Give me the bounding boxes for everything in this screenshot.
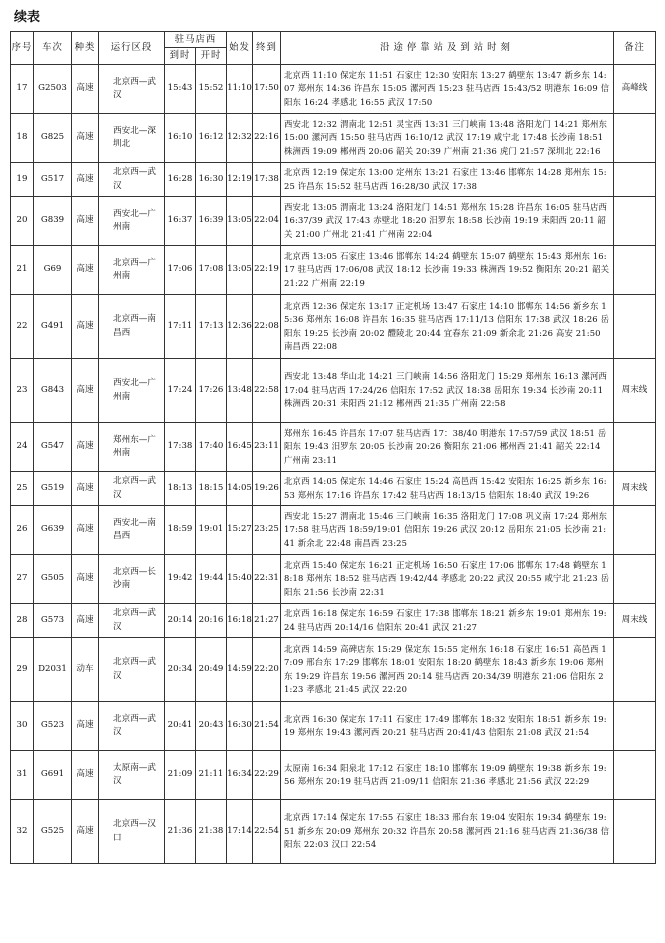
row-origin-depart: 13:05 [227, 197, 253, 246]
row-depart: 21:38 [196, 800, 227, 864]
row-depart: 21:11 [196, 751, 227, 800]
row-train: G547 [34, 423, 72, 472]
row-arrive: 20:41 [165, 702, 196, 751]
row-stops: 北京西 11:10 保定东 11:51 石家庄 12:30 安阳东 13:27 鹤壁东 13:47 新乡东 14:07 郑州东 14:36 许昌东 15:05 漯河西 15:23 驻马店西 15:43/52 明港东 16:09 信阳东 16:24 孝感北 16:55 武汉 17:50 [281, 65, 614, 114]
row-origin-depart: 15:40 [227, 555, 253, 604]
row-section: 西安北—深圳北 [99, 114, 165, 163]
header-origin-depart: 始发 [227, 32, 253, 65]
row-remark [614, 197, 656, 246]
table-row [11, 751, 656, 800]
row-origin-depart: 14:05 [227, 472, 253, 506]
row-remark [614, 638, 656, 702]
row-section: 西安北—广州南 [99, 359, 165, 423]
row-stops: 西安北 13:48 华山北 14:21 三门峡南 14:56 洛阳龙门 15:29 郑州东 16:13 漯河西 17:04 驻马店西 17:24/26 信阳东 17:52 武汉 18:38 岳阳东 19:34 长沙南 20:11 株洲西 20:31 耒阳西 21:12 郴州西 21:35 广州南 22:58 [281, 359, 614, 423]
row-no: 17 [11, 65, 34, 114]
row-terminal-arrive: 22:19 [253, 246, 281, 295]
row-section: 太原南—武汉 [99, 751, 165, 800]
row-remark [614, 702, 656, 751]
header-stops: 沿途停靠站及到站时刻 [281, 32, 614, 65]
row-no: 21 [11, 246, 34, 295]
row-stops: 太原南 16:34 阳泉北 17:12 石家庄 18:10 邯郸东 19:09 鹤壁东 19:38 新乡东 19:56 郑州东 20:19 驻马店西 21:09/11 信阳东 21:36 孝感北 21:56 武汉 22:29 [281, 751, 614, 800]
table-row [11, 163, 656, 197]
row-origin-depart: 12:36 [227, 295, 253, 359]
row-depart: 16:12 [196, 114, 227, 163]
header-train: 车次 [34, 32, 72, 65]
row-section: 郑州东—广州南 [99, 423, 165, 472]
row-no: 24 [11, 423, 34, 472]
row-origin-depart: 13:48 [227, 359, 253, 423]
row-depart: 20:16 [196, 604, 227, 638]
row-arrive: 16:37 [165, 197, 196, 246]
row-terminal-arrive: 22:54 [253, 800, 281, 864]
row-remark [614, 114, 656, 163]
row-arrive: 21:36 [165, 800, 196, 864]
row-origin-depart: 16:45 [227, 423, 253, 472]
row-no: 18 [11, 114, 34, 163]
row-origin-depart: 14:59 [227, 638, 253, 702]
row-remark: 周末线 [614, 472, 656, 506]
row-terminal-arrive: 19:26 [253, 472, 281, 506]
row-depart: 18:15 [196, 472, 227, 506]
row-remark [614, 751, 656, 800]
row-terminal-arrive: 17:38 [253, 163, 281, 197]
row-train: G839 [34, 197, 72, 246]
row-stops: 北京西 17:14 保定东 17:55 石家庄 18:33 邢台东 19:04 安阳东 19:34 鹤壁东 19:51 新乡东 20:09 郑州东 20:32 许昌东 20:58 漯河西 21:16 驻马店西 21:36/38 信阳东 22:03 汉口 22:54 [281, 800, 614, 864]
header-type: 种类 [72, 32, 99, 65]
row-train: D2031 [34, 638, 72, 702]
timetable [10, 31, 656, 864]
header-depart: 开时 [196, 48, 227, 65]
row-arrive: 17:24 [165, 359, 196, 423]
row-train: G491 [34, 295, 72, 359]
row-stops: 北京西 12:19 保定东 13:00 定州东 13:21 石家庄 13:46 邯郸东 14:28 郑州东 15:25 许昌东 15:52 驻马店西 16:28/30 武汉 17:38 [281, 163, 614, 197]
row-remark: 周末线 [614, 359, 656, 423]
row-remark: 周末线 [614, 604, 656, 638]
row-stops: 北京西 12:36 保定东 13:17 正定机场 13:47 石家庄 14:10 邯郸东 14:56 新乡东 15:36 郑州东 16:08 许昌东 16:35 驻马店西 17:11/13 信阳东 17:38 武汉 18:26 岳阳东 19:25 长沙南 20:02 醴陵北 20:44 宜春东 21:09 新余北 21:26 高安 21:50 南昌西 22:08 [281, 295, 614, 359]
row-section: 北京西—武汉 [99, 65, 165, 114]
row-section: 西安北—南昌西 [99, 506, 165, 555]
row-no: 28 [11, 604, 34, 638]
row-train: G517 [34, 163, 72, 197]
row-stops: 北京西 15:40 保定东 16:21 正定机场 16:50 石家庄 17:06 邯郸东 17:48 鹤壁东 18:18 郑州东 18:52 驻马店西 19:42/44 孝感北 20:22 武汉 20:55 咸宁北 21:23 岳阳东 21:56 长沙南 22:31 [281, 555, 614, 604]
row-arrive: 18:13 [165, 472, 196, 506]
row-arrive: 20:14 [165, 604, 196, 638]
row-stops: 西安北 12:32 渭南北 12:51 灵宝西 13:31 三门峡南 13:48 洛阳龙门 14:21 郑州东 15:00 漯河西 15:50 驻马店西 16:10/12 武汉 17:19 咸宁北 17:48 长沙南 18:51 株洲西 19:09 郴州西 20:06 韶关 20:39 广州南 21:36 虎门 21:57 深圳北 22:16 [281, 114, 614, 163]
row-train: G523 [34, 702, 72, 751]
row-stops: 北京西 13:05 石家庄 13:46 邯郸东 14:24 鹤壁东 15:07 鹤壁东 15:43 郑州东 16:17 驻马店西 17:06/08 武汉 18:12 长沙南 19:33 株洲西 19:52 衡阳东 20:21 韶关 21:22 广州南 22:19 [281, 246, 614, 295]
header-zhumadian: 驻马店西 [165, 32, 227, 48]
row-type: 高速 [72, 163, 99, 197]
row-depart: 16:30 [196, 163, 227, 197]
row-remark [614, 800, 656, 864]
row-train: G505 [34, 555, 72, 604]
row-depart: 15:52 [196, 65, 227, 114]
table-row [11, 472, 656, 506]
row-train: G639 [34, 506, 72, 555]
row-remark [614, 163, 656, 197]
row-type: 高速 [72, 197, 99, 246]
row-type: 动车 [72, 638, 99, 702]
row-arrive: 18:59 [165, 506, 196, 555]
row-remark [614, 555, 656, 604]
row-stops: 北京西 16:30 保定东 17:11 石家庄 17:49 邯郸东 18:32 安阳东 18:51 新乡东 19:19 郑州东 19:43 漯河西 20:21 驻马店西 20:41/43 信阳东 21:08 武汉 21:54 [281, 702, 614, 751]
row-arrive: 16:10 [165, 114, 196, 163]
row-stops: 西安北 13:05 渭南北 13:24 洛阳龙门 14:51 郑州东 15:28 许昌东 16:05 驻马店西 16:37/39 武汉 17:43 赤壁北 18:20 汨罗东 18:58 长沙南 19:19 耒阳西 20:11 韶关 21:00 广州北 21:41 广州南 22:04 [281, 197, 614, 246]
row-section: 北京西—武汉 [99, 472, 165, 506]
row-arrive: 19:42 [165, 555, 196, 604]
table-row [11, 702, 656, 751]
row-no: 23 [11, 359, 34, 423]
row-type: 高速 [72, 114, 99, 163]
table-row [11, 506, 656, 555]
row-terminal-arrive: 22:58 [253, 359, 281, 423]
row-terminal-arrive: 22:29 [253, 751, 281, 800]
row-remark [614, 295, 656, 359]
row-terminal-arrive: 22:31 [253, 555, 281, 604]
row-stops: 北京西 14:59 高碑店东 15:29 保定东 15:55 定州东 16:18 石家庄 16:51 高邑西 17:09 邢台东 17:29 邯郸东 18:01 安阳东 18:20 鹤壁东 18:43 新乡东 19:06 郑州东 19:29 许昌东 19:56 漯河西 20:14 驻马店西 20:34/39 明港东 21:06 信阳东 21:23 孝感北 21:45 武汉 22:20 [281, 638, 614, 702]
row-no: 32 [11, 800, 34, 864]
row-train: G519 [34, 472, 72, 506]
row-type: 高速 [72, 246, 99, 295]
row-type: 高速 [72, 604, 99, 638]
row-depart: 16:39 [196, 197, 227, 246]
table-row [11, 65, 656, 114]
table-row [11, 197, 656, 246]
table-row [11, 800, 656, 864]
row-depart: 17:13 [196, 295, 227, 359]
row-origin-depart: 11:10 [227, 65, 253, 114]
row-stops: 郑州东 16:45 许昌东 17:07 驻马店西 17：38/40 明港东 17:57/59 武汉 18:51 岳阳东 19:43 汨罗东 20:05 长沙南 20:26 衡阳东 21:06 郴州西 21:41 韶关 22:14 广州南 23:11 [281, 423, 614, 472]
row-origin-depart: 16:18 [227, 604, 253, 638]
row-section: 北京西—武汉 [99, 604, 165, 638]
row-terminal-arrive: 22:20 [253, 638, 281, 702]
page-title: 续表 [14, 10, 41, 25]
table-row [11, 604, 656, 638]
row-section: 北京西—长沙南 [99, 555, 165, 604]
row-no: 19 [11, 163, 34, 197]
table-row [11, 638, 656, 702]
row-section: 北京西—武汉 [99, 163, 165, 197]
row-train: G825 [34, 114, 72, 163]
row-arrive: 15:43 [165, 65, 196, 114]
row-arrive: 17:06 [165, 246, 196, 295]
row-depart: 17:26 [196, 359, 227, 423]
row-origin-depart: 13:05 [227, 246, 253, 295]
row-type: 高速 [72, 295, 99, 359]
row-depart: 20:43 [196, 702, 227, 751]
row-depart: 17:08 [196, 246, 227, 295]
row-terminal-arrive: 17:50 [253, 65, 281, 114]
row-section: 北京西—广州南 [99, 246, 165, 295]
row-arrive: 21:09 [165, 751, 196, 800]
row-terminal-arrive: 22:16 [253, 114, 281, 163]
row-remark [614, 506, 656, 555]
row-type: 高速 [72, 65, 99, 114]
row-no: 29 [11, 638, 34, 702]
row-origin-depart: 12:32 [227, 114, 253, 163]
row-no: 22 [11, 295, 34, 359]
row-no: 31 [11, 751, 34, 800]
row-depart: 19:44 [196, 555, 227, 604]
header-remark: 备注 [614, 32, 656, 65]
row-stops: 北京西 14:05 保定东 14:46 石家庄 15:24 高邑西 15:42 安阳东 16:25 新乡东 16:53 郑州东 17:16 许昌东 17:42 驻马店西 18:13/15 信阳东 18:40 武汉 19:26 [281, 472, 614, 506]
row-terminal-arrive: 21:27 [253, 604, 281, 638]
row-section: 北京西—南昌西 [99, 295, 165, 359]
row-terminal-arrive: 21:54 [253, 702, 281, 751]
row-terminal-arrive: 22:04 [253, 197, 281, 246]
header-section: 运行区段 [99, 32, 165, 65]
row-origin-depart: 16:30 [227, 702, 253, 751]
row-type: 高速 [72, 751, 99, 800]
row-section: 西安北—广州南 [99, 197, 165, 246]
timetable-body [11, 65, 656, 864]
header-arrive: 到时 [165, 48, 196, 65]
table-row [11, 423, 656, 472]
row-arrive: 16:28 [165, 163, 196, 197]
row-depart: 17:40 [196, 423, 227, 472]
row-arrive: 17:11 [165, 295, 196, 359]
row-type: 高速 [72, 800, 99, 864]
row-terminal-arrive: 23:25 [253, 506, 281, 555]
row-depart: 19:01 [196, 506, 227, 555]
row-no: 30 [11, 702, 34, 751]
row-stops: 西安北 15:27 渭南北 15:46 三门峡南 16:35 洛阳龙门 17:08 巩义南 17:24 郑州东 17:58 驻马店西 18:59/19:01 信阳东 19:26 武汉 20:12 岳阳东 21:05 长沙南 21:41 新余北 22:48 南昌西 23:25 [281, 506, 614, 555]
row-depart: 20:49 [196, 638, 227, 702]
row-arrive: 20:34 [165, 638, 196, 702]
row-origin-depart: 12:19 [227, 163, 253, 197]
row-train: G691 [34, 751, 72, 800]
table-row [11, 295, 656, 359]
row-arrive: 17:38 [165, 423, 196, 472]
table-row [11, 114, 656, 163]
row-no: 25 [11, 472, 34, 506]
row-train: G525 [34, 800, 72, 864]
table-row [11, 555, 656, 604]
row-origin-depart: 15:27 [227, 506, 253, 555]
row-remark [614, 423, 656, 472]
row-remark [614, 246, 656, 295]
row-section: 北京西—武汉 [99, 702, 165, 751]
table-row [11, 359, 656, 423]
header-no: 序号 [11, 32, 34, 65]
row-no: 26 [11, 506, 34, 555]
row-terminal-arrive: 23:11 [253, 423, 281, 472]
row-train: G843 [34, 359, 72, 423]
table-row [11, 246, 656, 295]
row-type: 高速 [72, 555, 99, 604]
row-remark: 高峰线 [614, 65, 656, 114]
row-type: 高速 [72, 359, 99, 423]
row-type: 高速 [72, 702, 99, 751]
row-origin-depart: 17:14 [227, 800, 253, 864]
row-section: 北京西—汉口 [99, 800, 165, 864]
row-type: 高速 [72, 423, 99, 472]
header-terminal-arrive: 终到 [253, 32, 281, 65]
row-train: G573 [34, 604, 72, 638]
row-type: 高速 [72, 506, 99, 555]
row-origin-depart: 16:34 [227, 751, 253, 800]
row-type: 高速 [72, 472, 99, 506]
row-no: 20 [11, 197, 34, 246]
row-no: 27 [11, 555, 34, 604]
row-section: 北京西—武汉 [99, 638, 165, 702]
row-terminal-arrive: 22:08 [253, 295, 281, 359]
row-train: G2503 [34, 65, 72, 114]
row-train: G69 [34, 246, 72, 295]
row-stops: 北京西 16:18 保定东 16:59 石家庄 17:38 邯郸东 18:21 新乡东 19:01 郑州东 19:24 驻马店西 20:14/16 信阳东 20:41 武汉 21:27 [281, 604, 614, 638]
